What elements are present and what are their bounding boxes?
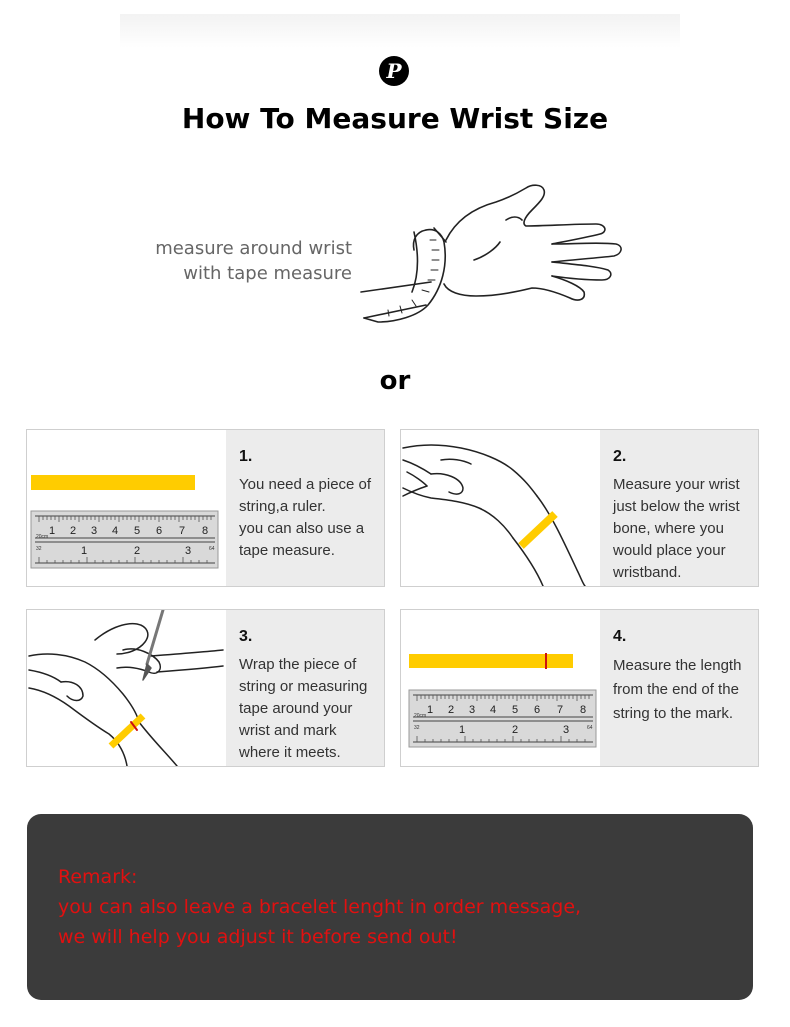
ruler-bottom-number: 1	[81, 545, 88, 557]
step-line: bone, where you	[613, 520, 724, 537]
ruler-bottom-number: 3	[185, 545, 192, 557]
ruler-top-number: 7	[179, 525, 186, 537]
step-description	[239, 474, 384, 562]
ruler-bottom-number: 2	[134, 545, 141, 557]
step-line: Measure your wrist	[613, 476, 740, 493]
ruler-top-number: 4	[490, 704, 497, 716]
top-shadow	[120, 14, 680, 48]
step-line: You need a piece of	[239, 476, 372, 493]
ruler-top-number: 5	[134, 525, 141, 537]
step-description	[613, 474, 758, 584]
hero-caption-line1: measure around wrist	[155, 238, 352, 259]
hand-with-tape-measure-icon	[356, 180, 626, 330]
ruler-unit-label: 20cm	[36, 534, 49, 540]
remark-line2: we will help you adjust it before send out!	[58, 926, 458, 948]
step-line: wristband.	[613, 564, 682, 581]
step-line: Measure the length	[613, 657, 742, 674]
step-line: just below the wrist	[613, 498, 740, 515]
page-title: How To Measure Wrist Size	[181, 102, 609, 135]
step-text	[613, 628, 758, 726]
ruler-top-number: 2	[448, 704, 455, 716]
ruler-right-label: 64	[587, 725, 593, 731]
string-and-ruler-icon	[27, 430, 226, 586]
or-separator: or	[379, 366, 411, 396]
string-on-ruler-icon	[401, 610, 600, 766]
ruler-top-number: 8	[202, 525, 209, 537]
step-card-4	[400, 609, 759, 767]
ruler-top-number: 8	[580, 704, 587, 716]
ruler-top-number: 1	[49, 525, 56, 537]
step-line: where it meets.	[239, 744, 341, 761]
ruler-top-number: 1	[427, 704, 434, 716]
step-line: string to the mark.	[613, 705, 734, 722]
ruler-top-number: 6	[156, 525, 163, 537]
ruler-left-label: 32	[36, 546, 42, 552]
step-line: from the end of the	[613, 681, 739, 698]
ruler-top-number: 7	[557, 704, 564, 716]
step-line: string,a ruler.	[239, 498, 326, 515]
ruler-bottom-number: 1	[459, 724, 466, 736]
step-line: tape measure.	[239, 542, 335, 559]
step-card-3	[26, 609, 385, 767]
ruler-top-number: 6	[534, 704, 541, 716]
hero-caption	[130, 236, 352, 286]
step-line: string or measuring	[239, 678, 368, 695]
step-number: 3.	[239, 628, 253, 645]
step-card-2	[400, 429, 759, 587]
ruler-right-label: 64	[209, 546, 215, 552]
step-text	[239, 628, 384, 764]
step-line: Wrap the piece of	[239, 656, 357, 673]
step-number: 1.	[239, 448, 253, 465]
step-card-1	[26, 429, 385, 587]
ruler-top-number: 3	[91, 525, 98, 537]
ruler-top-number: 4	[112, 525, 119, 537]
ruler-bottom-number: 3	[563, 724, 570, 736]
ruler-unit-label: 20cm	[414, 713, 427, 719]
step-description	[239, 654, 384, 764]
step-number: 2.	[613, 448, 627, 465]
step-description	[613, 654, 758, 726]
remark-line1: you can also leave a bracelet lenght in order message,	[58, 896, 582, 918]
pinterest-p-icon[interactable]	[379, 56, 409, 86]
step-text	[613, 448, 758, 584]
step-line: would place your	[613, 542, 726, 559]
svg-text:P: P	[386, 59, 402, 83]
remark-box	[27, 814, 753, 1000]
ruler-left-label: 32	[414, 725, 420, 731]
hand-with-band-icon	[401, 430, 600, 586]
hero-caption-line2: with tape measure	[183, 263, 352, 284]
step-number: 4.	[613, 628, 627, 645]
ruler-top-number: 2	[70, 525, 77, 537]
ruler-bottom-number: 2	[512, 724, 519, 736]
step-line: tape around your	[239, 700, 353, 717]
ruler-top-number: 3	[469, 704, 476, 716]
ruler-top-number: 5	[512, 704, 519, 716]
step-text	[239, 448, 384, 562]
step-line: wrist and mark	[239, 722, 337, 739]
remark-label: Remark:	[58, 866, 138, 888]
step-line: you can also use a	[239, 520, 365, 537]
hand-wrap-and-mark-icon	[27, 610, 226, 766]
remark-text	[58, 862, 581, 952]
